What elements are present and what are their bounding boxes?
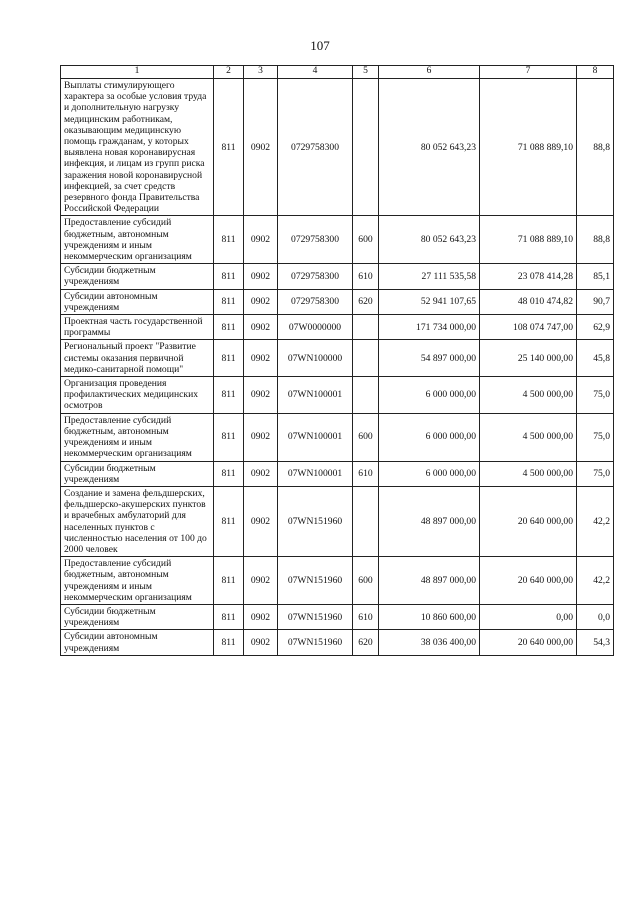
executed-amount-cell: 71 088 889,10 [480, 79, 577, 216]
column-number-row [61, 66, 614, 79]
expense-name-cell: Создание и замена фельдшерских, фельдшерско-акушерских пунктов и врачебных амбулаторий для населенных пунктов с численностью населения от 100 до 2000 человек [61, 486, 214, 556]
table-row [61, 486, 614, 556]
table-row [61, 340, 614, 377]
admin-code-cell: 811 [214, 315, 244, 340]
expense-type-cell: 600 [353, 413, 379, 461]
expense-name-cell: Предоставление субсидий бюджетным, автономным учреждениям и иным некоммерческим организациям [61, 413, 214, 461]
admin-code-cell: 811 [214, 461, 244, 486]
section-code-cell: 0902 [244, 413, 278, 461]
section-code-cell: 0902 [244, 377, 278, 414]
planned-amount-cell: 80 052 643,23 [379, 79, 480, 216]
expense-name-cell: Региональный проект "Развитие системы оказания первичной медико-санитарной помощи" [61, 340, 214, 377]
percent-cell: 45,8 [577, 340, 614, 377]
percent-cell: 88,8 [577, 216, 614, 264]
executed-amount-cell: 23 078 414,28 [480, 264, 577, 289]
percent-cell: 42,2 [577, 486, 614, 556]
target-code-cell: 0729758300 [278, 289, 353, 314]
section-code-cell: 0902 [244, 264, 278, 289]
planned-amount-cell: 6 000 000,00 [379, 461, 480, 486]
planned-amount-cell: 6 000 000,00 [379, 413, 480, 461]
section-code-cell: 0902 [244, 315, 278, 340]
planned-amount-cell: 38 036 400,00 [379, 630, 480, 655]
expense-type-cell [353, 79, 379, 216]
target-code-cell: 07WN100001 [278, 413, 353, 461]
planned-amount-cell: 80 052 643,23 [379, 216, 480, 264]
target-code-cell: 07W0000000 [278, 315, 353, 340]
target-code-cell: 07WN151960 [278, 486, 353, 556]
section-code-cell: 0902 [244, 289, 278, 314]
percent-cell: 0,0 [577, 604, 614, 629]
executed-amount-cell: 4 500 000,00 [480, 377, 577, 414]
column-header: 4 [278, 66, 353, 79]
table-row [61, 413, 614, 461]
section-code-cell: 0902 [244, 79, 278, 216]
expense-type-cell [353, 486, 379, 556]
expense-name-cell: Субсидии бюджетным учреждениям [61, 264, 214, 289]
admin-code-cell: 811 [214, 413, 244, 461]
admin-code-cell: 811 [214, 216, 244, 264]
expense-name-cell: Организация проведения профилактических медицинских осмотров [61, 377, 214, 414]
expense-type-cell: 600 [353, 216, 379, 264]
section-code-cell: 0902 [244, 486, 278, 556]
expense-name-cell: Предоставление субсидий бюджетным, автономным учреждениям и иным некоммерческим организациям [61, 557, 214, 605]
expense-name-cell: Выплаты стимулирующего характера за особые условия труда и дополнительную нагрузку медицинским работникам, оказывающим медицинскую помощь гражданам, у которых выявлена новая коронавирусная инфекция, и лицам из групп риска заражения новой коронавирусной инфекцией, за счет средств резервного фонда Правительства Российской Федерации [61, 79, 214, 216]
target-code-cell: 07WN151960 [278, 604, 353, 629]
table-row [61, 315, 614, 340]
executed-amount-cell: 20 640 000,00 [480, 630, 577, 655]
planned-amount-cell: 10 860 600,00 [379, 604, 480, 629]
expense-type-cell: 610 [353, 461, 379, 486]
target-code-cell: 07WN100000 [278, 340, 353, 377]
percent-cell: 62,9 [577, 315, 614, 340]
table-row [61, 461, 614, 486]
executed-amount-cell: 4 500 000,00 [480, 413, 577, 461]
target-code-cell: 07WN151960 [278, 630, 353, 655]
admin-code-cell: 811 [214, 630, 244, 655]
planned-amount-cell: 54 897 000,00 [379, 340, 480, 377]
expense-type-cell: 620 [353, 630, 379, 655]
planned-amount-cell: 6 000 000,00 [379, 377, 480, 414]
page-number: 107 [310, 38, 330, 53]
executed-amount-cell: 108 074 747,00 [480, 315, 577, 340]
expense-type-cell [353, 340, 379, 377]
percent-cell: 90,7 [577, 289, 614, 314]
expense-name-cell: Проектная часть государственной программы [61, 315, 214, 340]
target-code-cell: 07WN100001 [278, 461, 353, 486]
column-header: 6 [379, 66, 480, 79]
admin-code-cell: 811 [214, 289, 244, 314]
target-code-cell: 0729758300 [278, 79, 353, 216]
table-row [61, 377, 614, 414]
executed-amount-cell: 71 088 889,10 [480, 216, 577, 264]
expense-type-cell: 620 [353, 289, 379, 314]
expense-type-cell [353, 315, 379, 340]
planned-amount-cell: 48 897 000,00 [379, 557, 480, 605]
table-row [61, 79, 614, 216]
planned-amount-cell: 48 897 000,00 [379, 486, 480, 556]
table-row [61, 604, 614, 629]
table-row [61, 264, 614, 289]
column-header: 5 [353, 66, 379, 79]
expense-name-cell: Субсидии автономным учреждениям [61, 289, 214, 314]
executed-amount-cell: 25 140 000,00 [480, 340, 577, 377]
expense-name-cell: Субсидии автономным учреждениям [61, 630, 214, 655]
admin-code-cell: 811 [214, 557, 244, 605]
percent-cell: 75,0 [577, 413, 614, 461]
section-code-cell: 0902 [244, 557, 278, 605]
planned-amount-cell: 52 941 107,65 [379, 289, 480, 314]
target-code-cell: 07WN100001 [278, 377, 353, 414]
expense-type-cell: 610 [353, 264, 379, 289]
executed-amount-cell: 20 640 000,00 [480, 557, 577, 605]
percent-cell: 75,0 [577, 377, 614, 414]
section-code-cell: 0902 [244, 461, 278, 486]
column-header: 1 [61, 66, 214, 79]
admin-code-cell: 811 [214, 486, 244, 556]
executed-amount-cell: 4 500 000,00 [480, 461, 577, 486]
executed-amount-cell: 48 010 474,82 [480, 289, 577, 314]
admin-code-cell: 811 [214, 264, 244, 289]
planned-amount-cell: 27 111 535,58 [379, 264, 480, 289]
expense-type-cell [353, 377, 379, 414]
expense-name-cell: Субсидии бюджетным учреждениям [61, 604, 214, 629]
expense-name-cell: Субсидии бюджетным учреждениям [61, 461, 214, 486]
expense-type-cell: 610 [353, 604, 379, 629]
executed-amount-cell: 0,00 [480, 604, 577, 629]
section-code-cell: 0902 [244, 216, 278, 264]
admin-code-cell: 811 [214, 340, 244, 377]
expense-name-cell: Предоставление субсидий бюджетным, автономным учреждениям и иным некоммерческим организациям [61, 216, 214, 264]
target-code-cell: 07WN151960 [278, 557, 353, 605]
column-header: 2 [214, 66, 244, 79]
target-code-cell: 0729758300 [278, 216, 353, 264]
percent-cell: 54,3 [577, 630, 614, 655]
table-row [61, 216, 614, 264]
percent-cell: 88,8 [577, 79, 614, 216]
column-header: 7 [480, 66, 577, 79]
budget-table [60, 65, 614, 656]
section-code-cell: 0902 [244, 630, 278, 655]
admin-code-cell: 811 [214, 79, 244, 216]
column-header: 8 [577, 66, 614, 79]
admin-code-cell: 811 [214, 377, 244, 414]
planned-amount-cell: 171 734 000,00 [379, 315, 480, 340]
section-code-cell: 0902 [244, 340, 278, 377]
admin-code-cell: 811 [214, 604, 244, 629]
percent-cell: 42,2 [577, 557, 614, 605]
executed-amount-cell: 20 640 000,00 [480, 486, 577, 556]
expense-type-cell: 600 [353, 557, 379, 605]
section-code-cell: 0902 [244, 604, 278, 629]
table-row [61, 289, 614, 314]
table-row [61, 630, 614, 655]
column-header: 3 [244, 66, 278, 79]
target-code-cell: 0729758300 [278, 264, 353, 289]
percent-cell: 75,0 [577, 461, 614, 486]
table-row [61, 557, 614, 605]
percent-cell: 85,1 [577, 264, 614, 289]
